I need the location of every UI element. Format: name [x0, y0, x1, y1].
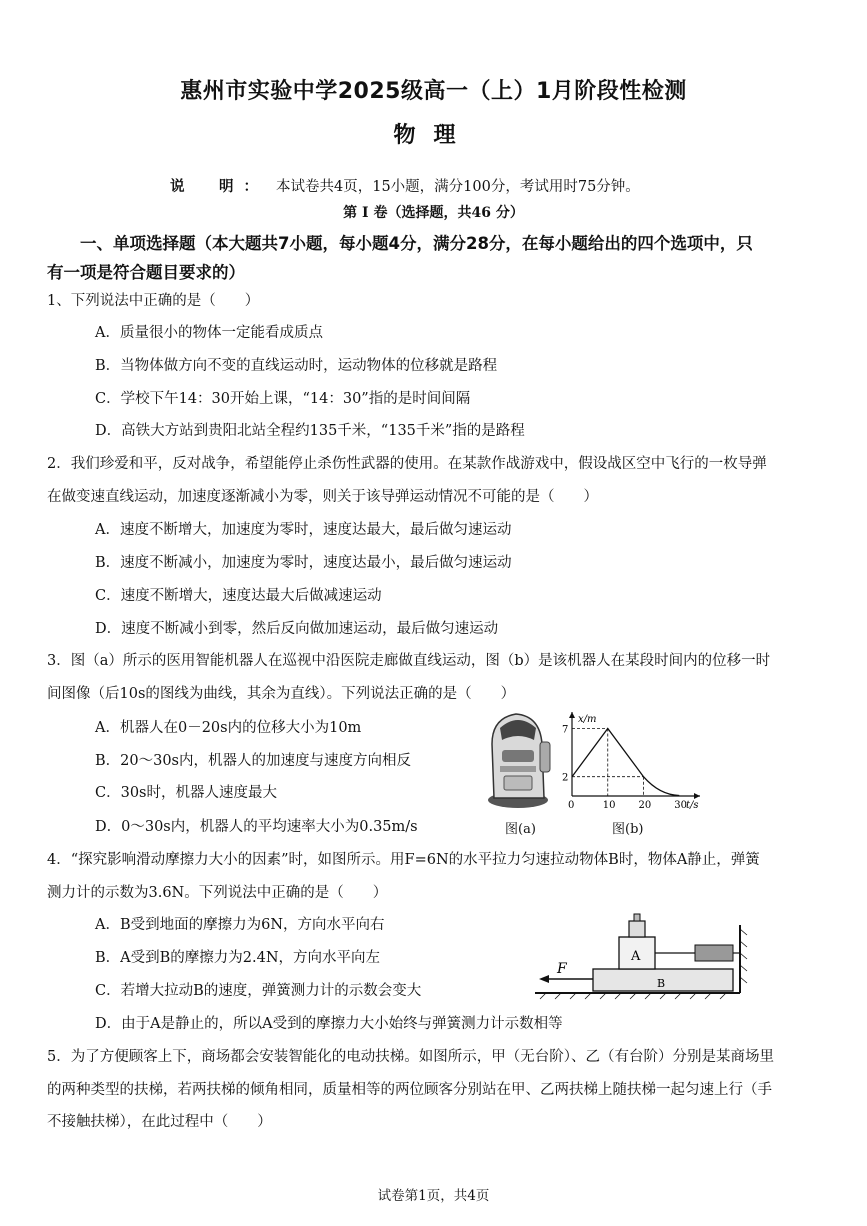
q4-stem-line2: 测力计的示数为3.6N。下列说法中正确的是（ ） — [47, 885, 388, 901]
section-heading-line2: 有一项是符合题目要求的） — [47, 263, 245, 282]
q2-option-d: D．速度不断减小到零，然后反向做加速运动，最后做匀速运动 — [95, 621, 499, 637]
q4-option-b: B．A受到B的摩擦力为2.4N，方向水平向左 — [95, 950, 381, 966]
force-label: F — [557, 961, 567, 977]
fig-a-caption: 图(a) — [505, 822, 536, 837]
wall-hatching — [740, 929, 747, 983]
weight — [629, 921, 645, 937]
q2-option-c: C．速度不断增大，速度达最大后做减速运动 — [95, 588, 382, 604]
q5-stem-line2: 的两种类型的扶梯，若两扶梯的倾角相同，质量相等的两位顾客分别站在甲、乙两扶梯上随扶梯一起匀速上行（手 — [47, 1082, 772, 1098]
q1-option-b: B．当物体做方向不变的直线运动时，运动物体的位移就是路程 — [95, 358, 498, 374]
x-axis-label: t/s — [686, 800, 699, 811]
q1-option-d: D．高铁大方站到贵阳北站全程约135千米，“135千米”指的是路程 — [95, 423, 525, 439]
part-heading: 第 I 卷（选择题，共46 分） — [343, 205, 524, 221]
page-footer: 试卷第1页，共4页 — [377, 1188, 490, 1204]
q2-stem-line1: 2．我们珍爱和平，反对战争，希望能停止杀伤性武器的使用。在某款作战游戏中，假设战区空中飞行的一枚导弹 — [47, 456, 767, 472]
xt-graph — [560, 708, 710, 812]
q2-stem-line2: 在做变速直线运动，加速度逐渐减小为零，则关于该导弹运动情况不可能的是（ ） — [47, 489, 598, 505]
y-axis-label: x/m — [578, 714, 597, 725]
force-arrowhead — [539, 975, 549, 983]
q5-stem-line1: 5．为了方便顾客上下，商场都会安装智能化的电动扶梯。如图所示，甲（无台阶）、乙（有台阶）分别是某商场里 — [47, 1049, 774, 1065]
note-text: 本试卷共4页，15小题，满分100分，考试用时75分钟。 — [276, 179, 640, 195]
robot-figure — [478, 704, 558, 810]
q4-option-c: C．若增大拉动B的速度，弹簧测力计的示数会变大 — [95, 983, 422, 999]
q4-option-d: D．由于A是静止的，所以A受到的摩擦力大小始终与弹簧测力计示数相等 — [95, 1016, 563, 1032]
q4-option-a: A．B受到地面的摩擦力为6N，方向水平向右 — [95, 917, 385, 933]
x-tick-label: 20 — [638, 800, 652, 811]
q3-option-b: B．20～30s内，机器人的加速度与速度方向相反 — [95, 753, 411, 769]
block-a-label: A — [631, 949, 641, 964]
block-b-label: B — [657, 977, 666, 990]
q2-option-a: A．速度不断增大，加速度为零时，速度达最大，最后做匀速运动 — [95, 522, 512, 538]
q3-option-a: A．机器人在0－20s内的位移大小为10m — [95, 720, 362, 736]
exam-title: 惠州市实验中学2025级高一（上）1月阶段性检测 — [180, 79, 687, 104]
exam-note — [170, 175, 640, 196]
q3-stem-line1: 3．图（a）所示的医用智能机器人在巡视中沿医院走廊做直线运动，图（b）是该机器人在某段时间内的位移一时 — [47, 653, 771, 669]
x-axis-arrow — [694, 793, 700, 799]
y-axis-arrow — [569, 712, 575, 718]
q5-stem-line3: 不接触扶梯），在此过程中（ ） — [47, 1114, 272, 1130]
q3-option-d: D．0～30s内，机器人的平均速率大小为0.35m/s — [95, 819, 418, 835]
note-label: 说 明： — [170, 178, 268, 195]
y-tick-label: 7 — [562, 724, 569, 736]
q1-option-c: C．学校下午14：30开始上课，“14：30”指的是时间间隔 — [95, 391, 471, 407]
spring-scale — [695, 945, 733, 961]
x-tick-label: 30 — [674, 800, 688, 811]
series-curve — [644, 777, 680, 796]
q3-option-c: C．30s时，机器人速度最大 — [95, 785, 277, 801]
x-tick-label: 0 — [568, 800, 575, 811]
q1-option-a: A．质量很小的物体一定能看成质点 — [95, 325, 323, 341]
y-tick-label: 2 — [562, 772, 569, 784]
q3-stem-line2: 间图像（后10s的图线为曲线，其余为直线）。下列说法正确的是（ ） — [47, 686, 516, 702]
q1-stem: 1、下列说法中正确的是（ ） — [47, 293, 260, 309]
robot-icon — [488, 714, 550, 808]
subject-title: 物理 — [393, 123, 474, 148]
friction-apparatus-figure — [535, 905, 755, 1003]
x-tick-label: 10 — [602, 800, 616, 811]
section-heading-line1: 一、单项选择题（本大题共7小题，每小题4分，满分28分，在每小题给出的四个选项中，只 — [80, 234, 753, 253]
fig-b-caption: 图(b) — [612, 822, 644, 837]
q2-option-b: B．速度不断减小，加速度为零时，速度达最小，最后做匀速运动 — [95, 555, 512, 571]
weight-knob — [634, 914, 640, 921]
q4-stem-line1: 4．“探究影响滑动摩擦力大小的因素”时，如图所示。用F=6N的水平拉力匀速拉动物体B时，物体A静止，弹簧 — [47, 852, 760, 868]
